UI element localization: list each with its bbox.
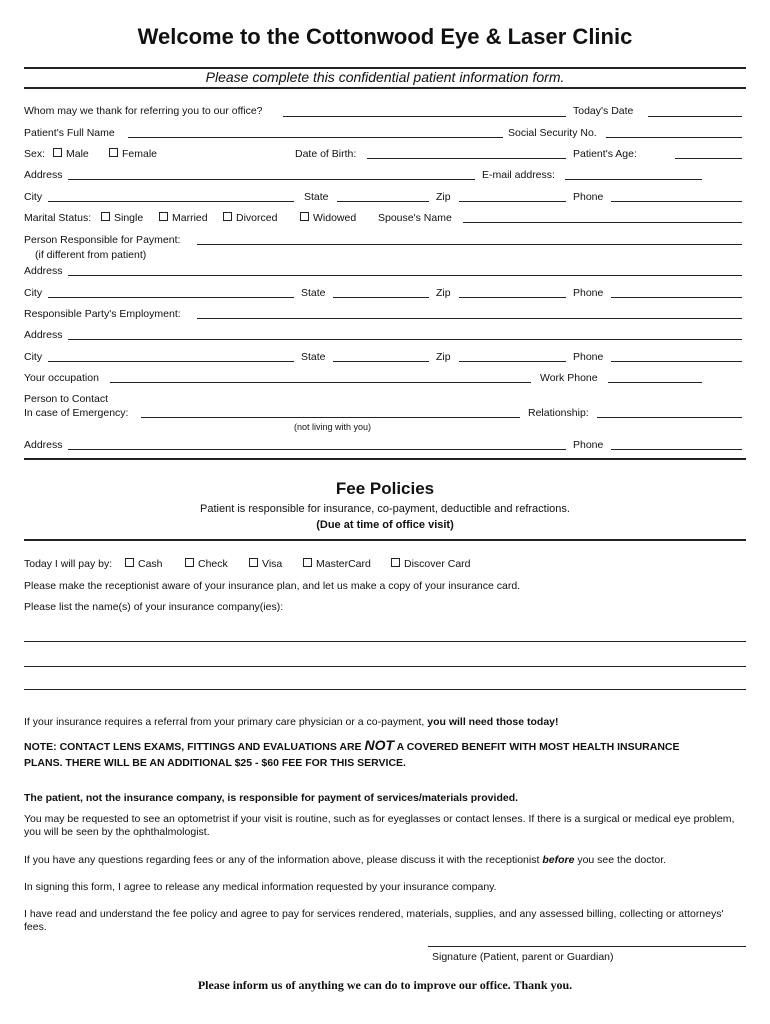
responsibility-statement: The patient, not the insurance company, is responsible for payment of services/materials provided. [24, 792, 519, 804]
marital-widowed-option[interactable] [300, 212, 356, 224]
responsible-state-label: State [301, 287, 326, 299]
ssn-label: Social Security No. [508, 127, 597, 139]
pay-check-option[interactable] [185, 558, 228, 570]
male-label: Male [66, 148, 89, 160]
section-rule [24, 458, 746, 460]
employment-city-field[interactable] [48, 361, 294, 362]
note-part-a: NOTE: CONTACT LENS EXAMS, FITTINGS AND EVALUATIONS ARE [24, 741, 362, 753]
address-field[interactable] [68, 179, 475, 180]
fee-line-2: (Due at time of office visit) [316, 519, 454, 531]
form-subtitle: Please complete this confidential patient information form. [205, 69, 565, 85]
mastercard-label: MasterCard [316, 558, 371, 570]
responsible-phone-label: Phone [573, 287, 604, 299]
receptionist-text: Please make the receptionist aware of your insurance plan, and let us make a copy of your insurance card. [24, 580, 521, 592]
relationship-label: Relationship: [528, 407, 589, 419]
employment-address-field[interactable] [68, 339, 742, 340]
employment-field[interactable] [197, 318, 742, 319]
pay-by-label: Today I will pay by: [24, 558, 113, 570]
check-label: Check [198, 558, 228, 570]
emergency-label-line2: In case of Emergency: [24, 407, 129, 419]
full-name-label: Patient's Full Name [24, 127, 115, 139]
checkbox-icon[interactable] [125, 558, 134, 567]
optometrist-text: You may be requested to see an optometrist if your visit is routine, such as for eyeglasses or contact lenses. If there is a surgical or medical eye problem, you will be seen by the ophthalmologist. [24, 813, 735, 838]
city-label: City [24, 191, 43, 203]
checkbox-icon[interactable] [53, 148, 62, 157]
spouse-field[interactable] [463, 222, 742, 223]
subtitle-rule [24, 87, 746, 89]
insurance-line-2[interactable] [24, 666, 746, 667]
sex-female-option[interactable] [109, 148, 157, 160]
emergency-contact-field[interactable] [141, 417, 520, 418]
note-part-c: PLANS. THERE WILL BE AN ADDITIONAL $25 - $60 FEE FOR THIS SERVICE. [24, 757, 406, 769]
sex-male-option[interactable] [53, 148, 89, 160]
emergency-phone-label: Phone [573, 439, 604, 451]
agreement-text: I have read and understand the fee policy and agree to pay for services rendered, materials, supplies, and any assessed billing, collecting or attorneys' fees. [24, 908, 724, 933]
questions-part-b: you see the doctor. [577, 854, 667, 866]
female-label: Female [122, 148, 158, 160]
checkbox-icon[interactable] [249, 558, 258, 567]
footer-text: Please inform us of anything we can do to improve our office. Thank you. [197, 978, 573, 992]
dob-field[interactable] [367, 158, 566, 159]
fee-policies-heading: Fee Policies [335, 479, 435, 498]
responsible-label: Person Responsible for Payment: [24, 234, 181, 246]
age-field[interactable] [675, 158, 742, 159]
single-label: Single [114, 212, 144, 224]
marital-label: Marital Status: [24, 212, 92, 224]
marital-married-option[interactable] [159, 212, 208, 224]
employment-zip-label: Zip [436, 351, 451, 363]
cash-label: Cash [138, 558, 163, 570]
emergency-address-label: Address [24, 439, 63, 451]
phone-field[interactable] [611, 201, 742, 202]
insurance-line-1[interactable] [24, 641, 746, 642]
responsible-state-field[interactable] [333, 297, 429, 298]
full-name-field[interactable] [128, 137, 503, 138]
sex-label: Sex: [24, 148, 46, 160]
today-date-label: Today's Date [573, 105, 634, 117]
marital-single-option[interactable] [101, 212, 143, 224]
responsible-phone-field[interactable] [611, 297, 742, 298]
checkbox-icon[interactable] [185, 558, 194, 567]
fee-line-1: Patient is responsible for insurance, co-payment, deductible and refractions. [200, 503, 570, 515]
release-text: In signing this form, I agree to release any medical information requested by your insurance company. [24, 881, 497, 893]
email-label: E-mail address: [482, 169, 555, 181]
checkbox-icon[interactable] [303, 558, 312, 567]
checkbox-icon[interactable] [391, 558, 400, 567]
checkbox-icon[interactable] [223, 212, 232, 221]
not-living-note: (not living with you) [294, 422, 372, 432]
referral-field[interactable] [283, 116, 566, 117]
relationship-field[interactable] [597, 417, 742, 418]
checkbox-icon[interactable] [300, 212, 309, 221]
work-phone-label: Work Phone [540, 372, 598, 384]
note-not: NOT [364, 737, 395, 753]
zip-label: Zip [436, 191, 451, 203]
responsible-zip-field[interactable] [459, 297, 566, 298]
work-phone-field[interactable] [608, 382, 702, 383]
pay-visa-option[interactable] [249, 558, 282, 570]
note-part-b: A COVERED BENEFIT WITH MOST HEALTH INSURANCE [396, 741, 680, 753]
ssn-field[interactable] [606, 137, 742, 138]
phone-label: Phone [573, 191, 604, 203]
employment-label: Responsible Party's Employment: [24, 308, 181, 320]
pay-discover-option[interactable] [391, 558, 471, 570]
discover-label: Discover Card [404, 558, 471, 570]
spouse-label: Spouse's Name [378, 212, 452, 224]
employment-phone-label: Phone [573, 351, 604, 363]
age-label: Patient's Age: [573, 148, 637, 160]
married-label: Married [172, 212, 208, 224]
employment-city-label: City [24, 351, 43, 363]
employment-address-label: Address [24, 329, 63, 341]
fee-rule [24, 539, 746, 541]
referral-text: If your insurance requires a referral from your primary care physician or a co-payment, [24, 716, 425, 728]
referral-label: Whom may we thank for referring you to our office? [24, 105, 263, 117]
questions-before: before [542, 854, 575, 866]
pay-cash-option[interactable] [125, 558, 163, 570]
address-label: Address [24, 169, 63, 181]
signature-line[interactable] [428, 946, 746, 947]
emergency-address-field[interactable] [68, 449, 566, 450]
questions-part-a: If you have any questions regarding fees or any of the information above, please discuss it with the receptionist [24, 854, 540, 866]
employment-state-field[interactable] [333, 361, 429, 362]
employment-phone-field[interactable] [611, 361, 742, 362]
occupation-field[interactable] [110, 382, 531, 383]
responsible-city-field[interactable] [48, 297, 294, 298]
occupation-label: Your occupation [24, 372, 99, 384]
responsible-field[interactable] [197, 244, 742, 245]
pay-mastercard-option[interactable] [303, 558, 371, 570]
today-date-field[interactable] [648, 116, 742, 117]
questions-text [24, 854, 744, 867]
insurance-list-label: Please list the name(s) of your insurance company(ies): [24, 601, 284, 613]
responsible-note: (if different from patient) [35, 249, 147, 261]
emergency-phone-field[interactable] [611, 449, 742, 450]
checkbox-icon[interactable] [101, 212, 110, 221]
state-label: State [304, 191, 329, 203]
emergency-label-line1: Person to Contact [24, 393, 109, 405]
referral-requirement-text [24, 716, 744, 729]
city-field[interactable] [48, 201, 294, 202]
responsible-address-label: Address [24, 265, 63, 277]
marital-divorced-option[interactable] [223, 212, 277, 224]
employment-state-label: State [301, 351, 326, 363]
page-title: Welcome to the Cottonwood Eye & Laser Clinic [137, 24, 633, 49]
referral-bold: you will need those today! [427, 716, 559, 728]
widowed-label: Widowed [313, 212, 357, 224]
contact-lens-note [24, 737, 744, 771]
state-field[interactable] [337, 201, 429, 202]
checkbox-icon[interactable] [159, 212, 168, 221]
email-field[interactable] [565, 179, 702, 180]
responsible-zip-label: Zip [436, 287, 451, 299]
signature-label: Signature (Patient, parent or Guardian) [432, 951, 614, 963]
divorced-label: Divorced [236, 212, 278, 224]
zip-field[interactable] [459, 201, 566, 202]
responsible-city-label: City [24, 287, 43, 299]
visa-label: Visa [262, 558, 283, 570]
employment-zip-field[interactable] [459, 361, 566, 362]
checkbox-icon[interactable] [109, 148, 118, 157]
responsible-address-field[interactable] [68, 275, 742, 276]
insurance-line-3[interactable] [24, 689, 746, 690]
dob-label: Date of Birth: [295, 148, 357, 160]
